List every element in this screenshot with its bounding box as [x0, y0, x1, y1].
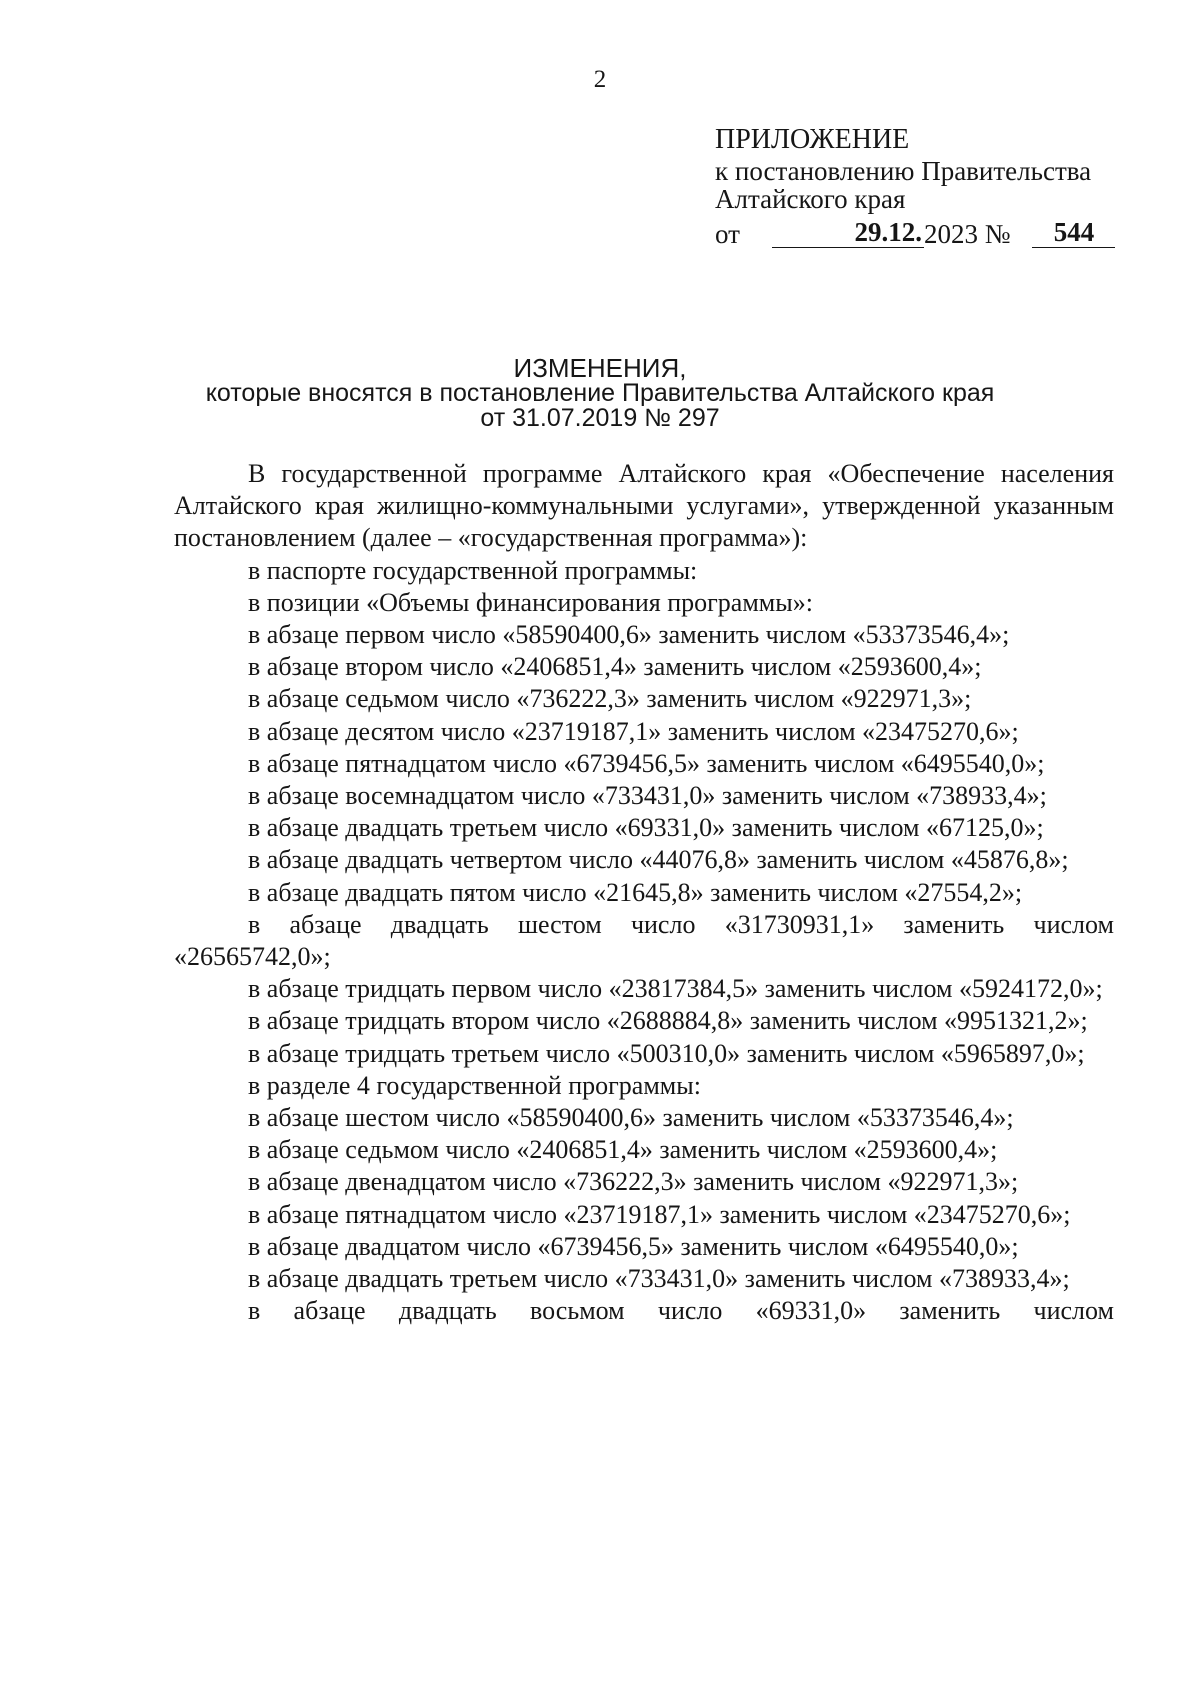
paragraph: в абзаце двадцать третьем число «733431,0» заменить числом «738933,4»; — [248, 1264, 1070, 1294]
paragraph: в абзаце двадцать шестом число «31730931,1» заменить числом «26565742,0»; — [174, 909, 1114, 972]
paragraph: В государственной программе Алтайского края «Обеспечение населения Алтайского края жилищно-коммунальными услугами», утвержденной указанным постановлением (далее – «государственная программа»): — [174, 459, 1114, 553]
paragraph: в абзаце тридцать первом число «23817384,5» заменить числом «5924172,0»; — [248, 974, 1103, 1004]
paragraph: в абзаце восемнадцатом число «733431,0» заменить числом «738933,4»; — [248, 781, 1047, 811]
date-prefix: от — [715, 219, 740, 249]
appendix-title: ПРИЛОЖЕНИЕ — [715, 124, 910, 155]
heading-subtitle: которые вносятся в постановление Правительства Алтайского края — [205, 379, 995, 407]
paragraph: в абзаце шестом число «58590400,6» заменить числом «53373546,4»; — [248, 1103, 1014, 1133]
paragraph: в абзаце двадцать третьем число «69331,0» заменить числом «67125,0»; — [248, 813, 1044, 843]
date-field: 29.12. — [772, 219, 924, 248]
paragraph: в абзаце тридцать третьем число «500310,0» заменить числом «5965897,0»; — [248, 1038, 1085, 1068]
paragraph: в абзаце пятнадцатом число «6739456,5» заменить числом «6495540,0»; — [248, 748, 1045, 778]
document-body — [174, 458, 1114, 1327]
paragraph: в абзаце тридцать втором число «2688884,8» заменить числом «9951321,2»; — [248, 1006, 1088, 1036]
paragraph: в паспорте государственной программы: — [248, 555, 698, 585]
paragraph: в абзаце двадцать пятом число «21645,8» заменить числом «27554,2»; — [248, 877, 1023, 907]
paragraph: в абзаце седьмом число «2406851,4» заменить числом «2593600,4»; — [248, 1135, 998, 1165]
appendix-line-2: Алтайского края — [715, 184, 906, 214]
appendix-line-1: к постановлению Правительства — [715, 156, 1092, 186]
paragraph: в абзаце десятом число «23719187,1» заменить числом «23475270,6»; — [248, 716, 1019, 746]
appendix-date-row — [715, 219, 1115, 248]
paragraph: в абзаце двадцать восьмом число «69331,0» заменить числом — [248, 1296, 1114, 1326]
paragraph: в абзаце пятнадцатом число «23719187,1» заменить числом «23475270,6»; — [248, 1199, 1071, 1229]
document-heading — [0, 353, 1200, 432]
paragraph: в абзаце первом число «58590400,6» заменить числом «53373546,4»; — [248, 620, 1010, 650]
year-and-number-label: 2023 № — [923, 219, 1011, 249]
number-field: 544 — [1032, 219, 1115, 248]
paragraph: в абзаце втором число «2406851,4» заменить числом «2593600,4»; — [248, 652, 982, 682]
paragraph: в абзаце двадцать четвертом число «44076,8» заменить числом «45876,8»; — [248, 845, 1069, 875]
paragraph: в абзаце двенадцатом число «736222,3» заменить числом «922971,3»; — [248, 1167, 1019, 1197]
paragraph: в разделе 4 государственной программы: — [248, 1070, 701, 1100]
heading-title: ИЗМЕНЕНИЯ, — [513, 353, 687, 383]
page-number: 2 — [593, 66, 607, 93]
heading-reference: от 31.07.2019 № 297 — [480, 404, 720, 432]
appendix-block — [715, 124, 1115, 248]
paragraph: в позиции «Объемы финансирования программы»: — [248, 587, 813, 617]
paragraph: в абзаце седьмом число «736222,3» заменить числом «922971,3»; — [248, 684, 972, 714]
paragraph: в абзаце двадцатом число «6739456,5» заменить числом «6495540,0»; — [248, 1231, 1019, 1261]
